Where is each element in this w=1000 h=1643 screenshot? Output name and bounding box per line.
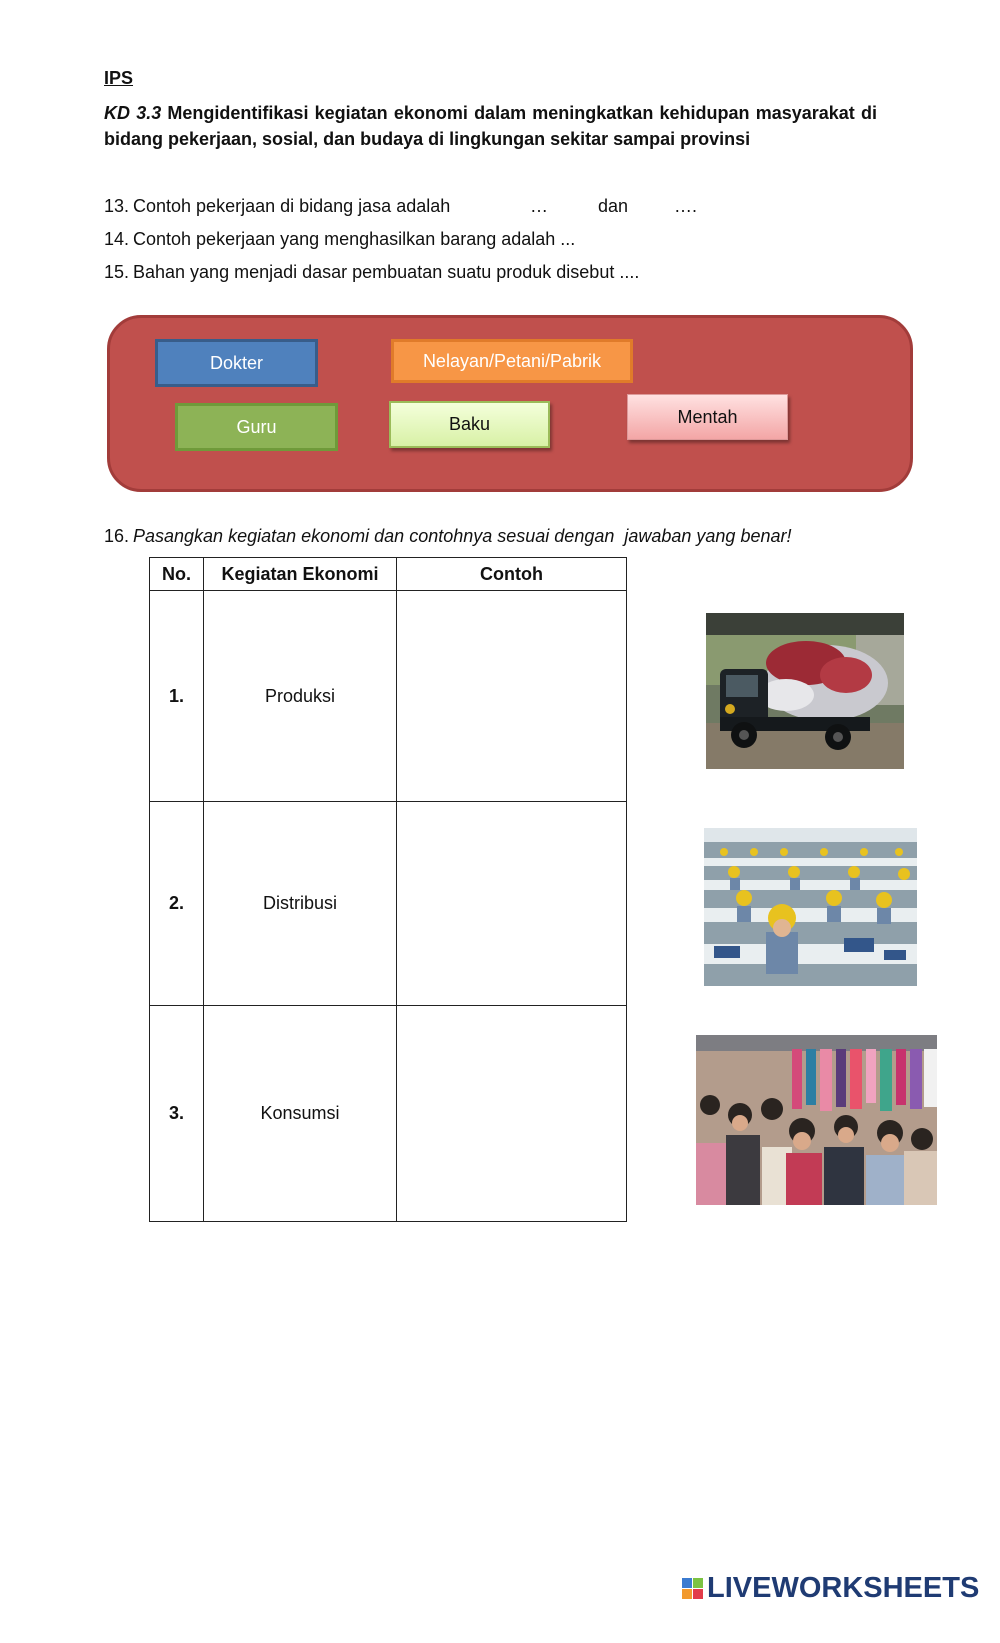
connector-word: dan: [598, 196, 629, 216]
question-number: 14.: [104, 229, 130, 249]
truck-illustration: [706, 613, 904, 769]
kd-text: Mengidentifikasi kegiatan ekonomi dalam meningkatkan kehidupan masyarakat di bidang pekerjaan, sosial, dan budaya di lingkungan sekitar sampai provinsi: [104, 103, 877, 149]
row-kegiatan: Produksi: [204, 591, 397, 802]
answer-chip-mentah[interactable]: Mentah: [627, 394, 788, 440]
drop-zone-contoh-2[interactable]: [397, 802, 627, 1006]
question-16: [104, 526, 792, 547]
question-15: [104, 262, 639, 283]
header-no: No.: [150, 558, 204, 591]
question-text: Pasangkan kegiatan ekonomi dan contohnya sesuai dengan jawaban yang benar!: [133, 526, 792, 546]
liveworksheets-brand: [682, 1572, 979, 1605]
answer-blank-2[interactable]: ….: [674, 196, 698, 216]
answer-chip-baku[interactable]: Baku: [389, 401, 550, 448]
matching-table: [149, 557, 627, 1222]
answer-chip-nelayan[interactable]: Nelayan/Petani/Pabrik: [391, 339, 633, 383]
question-text: Contoh pekerjaan di bidang jasa adalah: [133, 196, 451, 216]
question-14: [104, 229, 575, 250]
answer-blank-1[interactable]: …: [530, 196, 548, 216]
table-header-row: [150, 558, 627, 591]
kd-code: KD 3.3: [104, 103, 162, 123]
row-kegiatan: Konsumsi: [204, 1006, 397, 1222]
factory-illustration: [704, 828, 917, 986]
answer-chip-dokter[interactable]: Dokter: [155, 339, 318, 387]
question-13: [104, 196, 450, 217]
competency-statement: [104, 100, 877, 152]
subject-title: IPS: [104, 68, 134, 88]
table-row: [150, 1006, 627, 1222]
row-kegiatan: Distribusi: [204, 802, 397, 1006]
question-text[interactable]: Bahan yang menjadi dasar pembuatan suatu produk disebut ....: [133, 262, 640, 282]
question-number: 16.: [104, 526, 130, 546]
row-number: 1.: [150, 591, 204, 802]
market-illustration: [696, 1035, 937, 1205]
answer-chip-guru[interactable]: Guru: [175, 403, 338, 451]
drop-zone-contoh-3[interactable]: [397, 1006, 627, 1222]
factory-photo[interactable]: [704, 828, 917, 986]
header-contoh: Contoh: [397, 558, 627, 591]
table-row: [150, 591, 627, 802]
row-number: 2.: [150, 802, 204, 1006]
market-photo[interactable]: [696, 1035, 937, 1205]
question-number: 15.: [104, 262, 130, 282]
question-number: 13.: [104, 196, 130, 216]
liveworksheets-logo-icon: [682, 1578, 703, 1599]
table-row: [150, 802, 627, 1006]
brand-name: LIVEWORKSHEETS: [707, 1572, 980, 1604]
drop-zone-contoh-1[interactable]: [397, 591, 627, 802]
truck-photo[interactable]: [706, 613, 904, 769]
header-kegiatan: Kegiatan Ekonomi: [204, 558, 397, 591]
question-text[interactable]: Contoh pekerjaan yang menghasilkan barang adalah ...: [133, 229, 576, 249]
row-number: 3.: [150, 1006, 204, 1222]
